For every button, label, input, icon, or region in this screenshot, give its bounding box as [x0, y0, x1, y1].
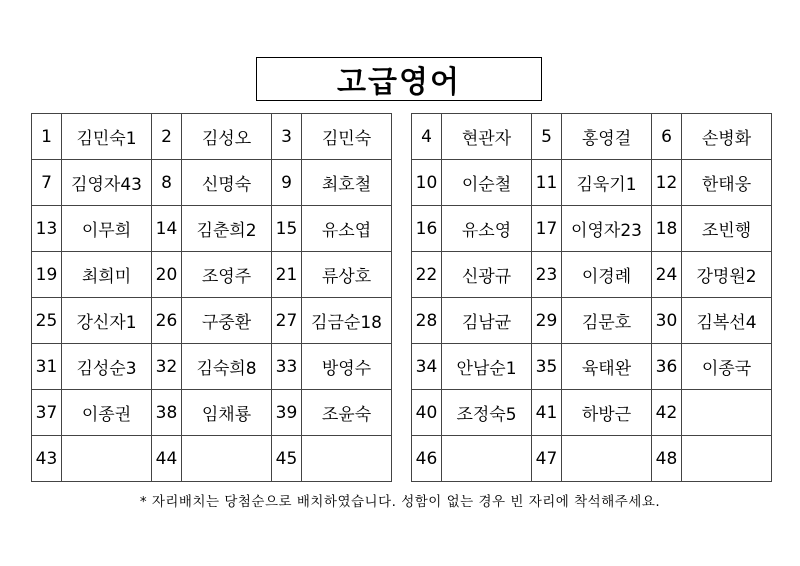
seat-name: 김문호	[562, 298, 652, 344]
seat-name: 강신자1	[62, 298, 152, 344]
table-row	[32, 390, 392, 436]
table-row	[32, 436, 392, 482]
seat-number: 35	[532, 344, 562, 390]
table-row	[412, 114, 772, 160]
seat-number: 36	[652, 344, 682, 390]
seat-name: 김춘희2	[182, 206, 272, 252]
seating-table-right	[411, 113, 772, 482]
seat-number: 29	[532, 298, 562, 344]
seat-number: 47	[532, 436, 562, 482]
table-row	[32, 160, 392, 206]
seat-name: 육태완	[562, 344, 652, 390]
seat-name: 이종국	[682, 344, 772, 390]
seat-name: 이무희	[62, 206, 152, 252]
seat-name	[682, 436, 772, 482]
seat-number: 20	[152, 252, 182, 298]
seat-number: 26	[152, 298, 182, 344]
seat-name: 김숙희8	[182, 344, 272, 390]
seat-number: 44	[152, 436, 182, 482]
seat-name: 구중환	[182, 298, 272, 344]
table-row	[32, 344, 392, 390]
table-row	[412, 344, 772, 390]
seat-number: 13	[32, 206, 62, 252]
table-row	[32, 298, 392, 344]
seat-number: 43	[32, 436, 62, 482]
seat-number: 42	[652, 390, 682, 436]
seat-name	[62, 436, 152, 482]
table-row	[412, 160, 772, 206]
seat-number: 31	[32, 344, 62, 390]
seat-number: 25	[32, 298, 62, 344]
seat-number: 48	[652, 436, 682, 482]
table-row	[412, 252, 772, 298]
seat-name: 조윤숙	[302, 390, 392, 436]
seat-name: 김민숙	[302, 114, 392, 160]
seat-name: 하방근	[562, 390, 652, 436]
table-row	[32, 206, 392, 252]
seat-name: 임채룡	[182, 390, 272, 436]
seat-number: 38	[152, 390, 182, 436]
seat-number: 7	[32, 160, 62, 206]
seat-number: 22	[412, 252, 442, 298]
seat-name: 방영수	[302, 344, 392, 390]
seat-number: 11	[532, 160, 562, 206]
seat-name: 이경례	[562, 252, 652, 298]
seat-name: 김복선4	[682, 298, 772, 344]
seat-name: 최호철	[302, 160, 392, 206]
seat-name: 이순철	[442, 160, 532, 206]
seat-name: 조영주	[182, 252, 272, 298]
seat-name: 이종권	[62, 390, 152, 436]
seat-number: 3	[272, 114, 302, 160]
seat-number: 21	[272, 252, 302, 298]
seat-name: 유소엽	[302, 206, 392, 252]
seat-name: 김민숙1	[62, 114, 152, 160]
seat-number: 18	[652, 206, 682, 252]
seat-number: 23	[532, 252, 562, 298]
table-row	[412, 436, 772, 482]
seat-number: 17	[532, 206, 562, 252]
seat-name: 최희미	[62, 252, 152, 298]
table-row	[412, 206, 772, 252]
seat-number: 10	[412, 160, 442, 206]
page-title: 고급영어	[256, 57, 542, 101]
seat-number: 16	[412, 206, 442, 252]
seat-name: 조정숙5	[442, 390, 532, 436]
seat-number: 6	[652, 114, 682, 160]
seat-number: 14	[152, 206, 182, 252]
seat-number: 5	[532, 114, 562, 160]
seat-name: 강명원2	[682, 252, 772, 298]
seat-number: 34	[412, 344, 442, 390]
seat-name: 김금순18	[302, 298, 392, 344]
seat-name: 한태웅	[682, 160, 772, 206]
seat-number: 2	[152, 114, 182, 160]
seat-name: 신명숙	[182, 160, 272, 206]
seat-number: 1	[32, 114, 62, 160]
seat-name: 유소영	[442, 206, 532, 252]
table-row	[32, 252, 392, 298]
seat-name: 현관자	[442, 114, 532, 160]
seat-number: 15	[272, 206, 302, 252]
seat-name: 김성순3	[62, 344, 152, 390]
seat-name: 안남순1	[442, 344, 532, 390]
seat-number: 37	[32, 390, 62, 436]
seat-name	[562, 436, 652, 482]
seat-name	[182, 436, 272, 482]
seat-number: 33	[272, 344, 302, 390]
seat-number: 8	[152, 160, 182, 206]
seat-number: 24	[652, 252, 682, 298]
seat-name: 김욱기1	[562, 160, 652, 206]
seat-number: 12	[652, 160, 682, 206]
seat-number: 41	[532, 390, 562, 436]
seat-name: 김영자43	[62, 160, 152, 206]
seat-name: 김남균	[442, 298, 532, 344]
seat-number: 40	[412, 390, 442, 436]
seat-name: 이영자23	[562, 206, 652, 252]
seat-number: 45	[272, 436, 302, 482]
table-row	[412, 298, 772, 344]
seat-number: 4	[412, 114, 442, 160]
seat-name: 김성오	[182, 114, 272, 160]
seat-name: 신광규	[442, 252, 532, 298]
seat-number: 28	[412, 298, 442, 344]
seating-table-left	[31, 113, 392, 482]
seat-name: 류상호	[302, 252, 392, 298]
seat-number: 39	[272, 390, 302, 436]
seat-name	[302, 436, 392, 482]
seat-name	[442, 436, 532, 482]
seat-name: 홍영걸	[562, 114, 652, 160]
seat-number: 46	[412, 436, 442, 482]
seat-number: 30	[652, 298, 682, 344]
seat-name: 손병화	[682, 114, 772, 160]
table-row	[32, 114, 392, 160]
table-row	[412, 390, 772, 436]
seat-number: 32	[152, 344, 182, 390]
seat-name	[682, 390, 772, 436]
seat-number: 9	[272, 160, 302, 206]
seat-name: 조빈행	[682, 206, 772, 252]
seat-number: 19	[32, 252, 62, 298]
seat-number: 27	[272, 298, 302, 344]
footnote: * 자리배치는 당첨순으로 배치하였습니다. 성함이 없는 경우 빈 자리에 착석해주세요.	[139, 494, 661, 510]
